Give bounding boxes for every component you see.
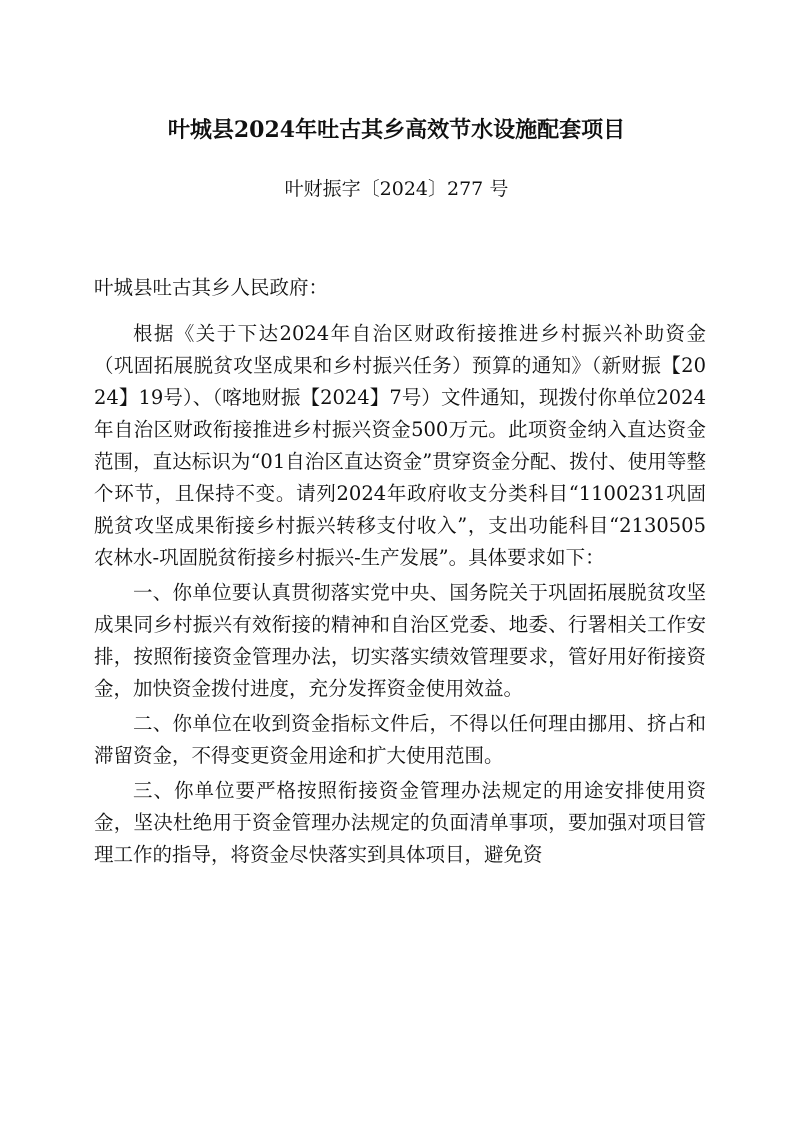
salutation: 叶城县吐古其乡人民政府：	[94, 276, 329, 299]
document-title: 叶城县2024年吐古其乡高效节水设施配套项目	[167, 117, 626, 143]
paragraph-intro: 根据《关于下达2024年自治区财政衔接推进乡村振兴补助资金（巩固拓展脱贫攻坚成果和乡村振兴任务）预算的通知》（新财振【2024】19号）、（喀地财振【2024】7号）文件通知，现拨付你单位2024年自治区财政衔接推进乡村振兴资金500万元。此项资金纳入直达资金范围，直达标识为“01自治区直达资金”贯穿资金分配、拨付、使用等整个环节，且保持不变。请列2024年政府收支分类科目“1100231巩固脱贫攻坚成果衔接乡村振兴转移支付收入”，支出功能科目“2130505农林水-巩固脱贫衔接乡村振兴-生产发展”。具体要求如下：	[94, 322, 706, 569]
document-body	[94, 318, 706, 874]
paragraph-item-1: 一、你单位要认真贯彻落实党中央、国务院关于巩固拓展脱贫攻坚成果同乡村振兴有效衔接的精神和自治区党委、地委、行署相关工作安排，按照衔接资金管理办法，切实落实绩效管理要求，管好用好衔接资金，加快资金拨付进度，充分发挥资金使用效益。	[94, 581, 706, 700]
document-number: 叶财振字〔2024〕277 号	[284, 178, 509, 200]
paragraph-item-3: 三、你单位要严格按照衔接资金管理办法规定的用途安排使用资金，坚决杜绝用于资金管理办法规定的负面清单事项，要加强对项目管理工作的指导，将资金尽快落实到具体项目，避免资	[94, 779, 706, 866]
paragraph-item-2: 二、你单位在收到资金指标文件后，不得以任何理由挪用、挤占和滞留资金，不得变更资金用途和扩大使用范围。	[94, 712, 706, 767]
